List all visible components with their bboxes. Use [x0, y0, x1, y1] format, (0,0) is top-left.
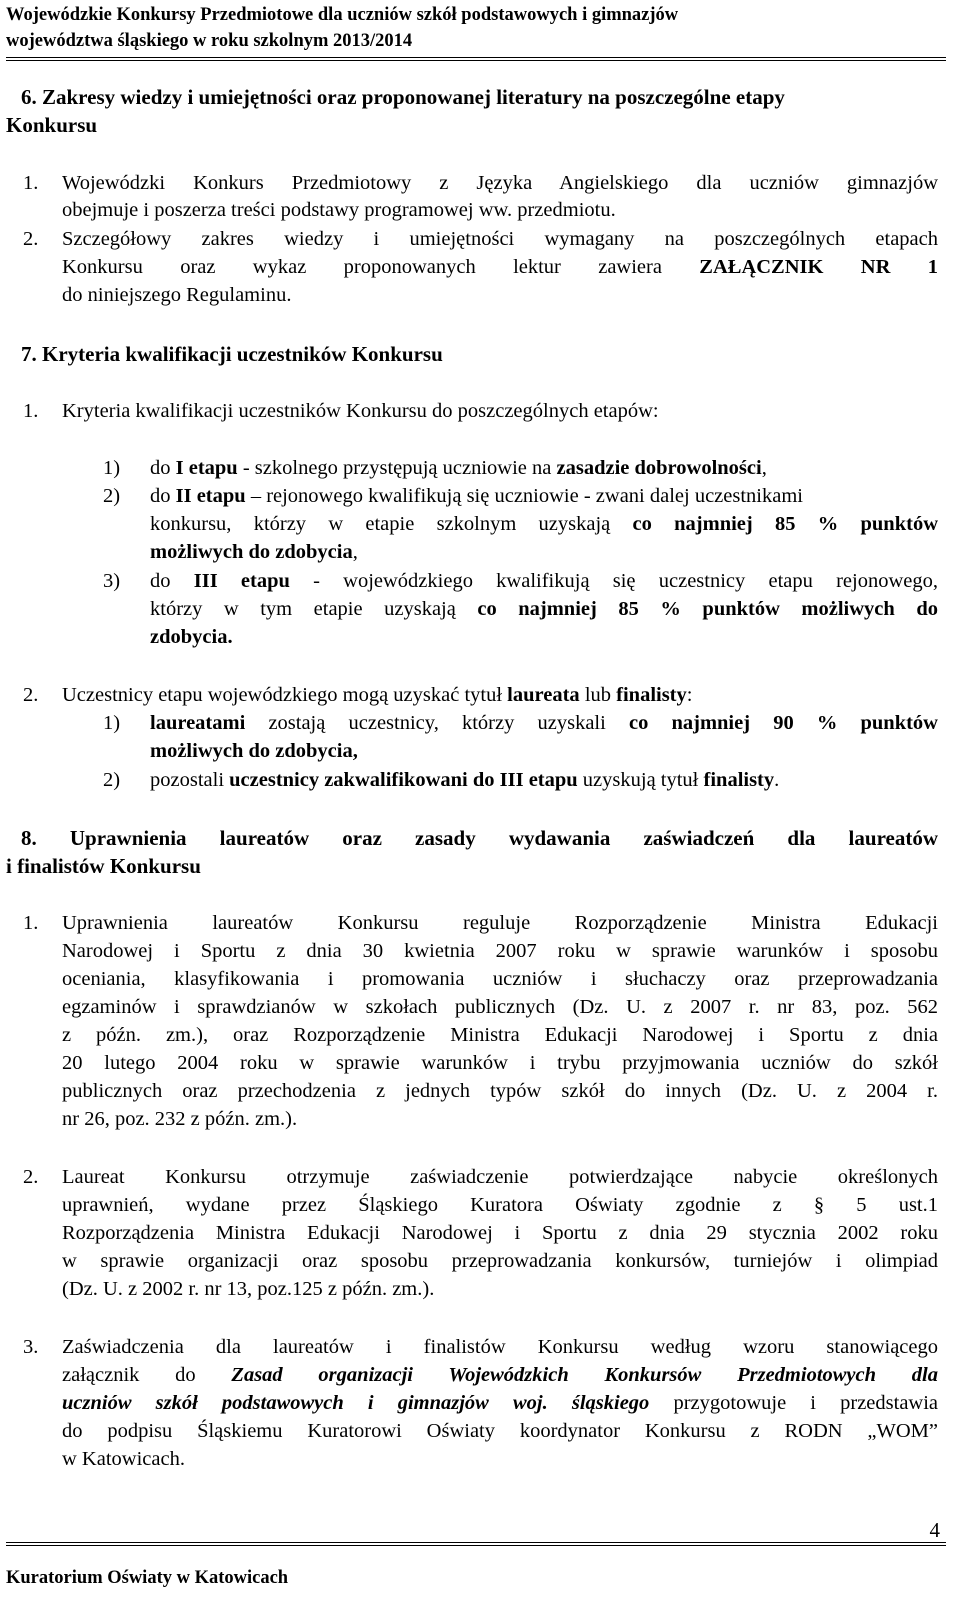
list-item-line: zdobycia.: [150, 626, 233, 648]
section-8-title: 8. Uprawnienia laureatów oraz zasady wydawania zaświadczeń dla laureatów: [21, 826, 938, 850]
header-line-2: województwa śląskiego w roku szkolnym 2013/2014: [6, 31, 413, 51]
paragraph-line: Kryteria kwalifikacji uczestników Konkursu do poszczególnych etapów:: [62, 400, 659, 422]
paragraph-line: nr 26, poz. 232 z późn. zm.).: [62, 1108, 298, 1130]
list-item: pozostali uczestnicy zakwalifikowani do III etapu uzyskują tytuł finalisty.: [150, 769, 780, 791]
list-number: 1): [103, 457, 121, 479]
header-rule: [6, 57, 946, 58]
list-item: do III etapu - wojewódzkiego kwalifikują się uczestnicy etapu rejonowego,: [150, 570, 939, 592]
paragraph-line: Konkursu oraz wykaz proponowanych lektur zawiera ZAŁĄCZNIK NR 1: [62, 256, 938, 278]
paragraph-line: Szczegółowy zakres wiedzy i umiejętności wymagany na poszczególnych etapach: [62, 228, 938, 250]
list-item-line: możliwych do zdobycia,: [150, 541, 358, 563]
list-number: 2.: [23, 1166, 39, 1188]
list-number: 2): [103, 485, 121, 507]
list-item-line: konkursu, którzy w etapie szkolnym uzyskają co najmniej 85 % punktów: [150, 513, 938, 535]
list-number: 2.: [23, 684, 39, 706]
paragraph-line: uczniów szkół podstawowych i gimnazjów woj. śląskiego przygotowuje i przedstawia: [62, 1392, 939, 1414]
header-rule-double: [6, 60, 946, 61]
list-item-line: możliwych do zdobycia,: [150, 740, 358, 762]
list-item-line: którzy w tym etapie uzyskają co najmniej 85 % punktów możliwych do: [150, 598, 938, 620]
paragraph-line: uprawnień, wydane przez Śląskiego Kuratora Oświaty zgodnie z § 5 ust.1: [62, 1194, 938, 1216]
section-6-title-cont: Konkursu: [6, 113, 98, 137]
attachment-reference: ZAŁĄCZNIK NR 1: [699, 256, 938, 278]
list-number: 1): [103, 712, 121, 734]
paragraph-line: (Dz. U. z 2002 r. nr 13, poz.125 z późn. zm.).: [62, 1278, 435, 1300]
footer-rule: [6, 1542, 946, 1543]
paragraph-line: Rozporządzenia Ministra Edukacji Narodowej i Sportu z dnia 29 stycznia 2002 roku: [62, 1222, 938, 1244]
paragraph-line: z późn. zm.), oraz Rozporządzenie Ministra Edukacji Narodowej i Sportu z dnia: [62, 1024, 938, 1046]
list-item: do II etapu – rejonowego kwalifikują się uczniowie - zwani dalej uczestnikami: [150, 485, 803, 507]
list-item: do I etapu - szkolnego przystępują uczniowie na zasadzie dobrowolności,: [150, 457, 767, 479]
list-number: 1.: [23, 172, 39, 194]
paragraph-line: egzaminów i sprawdzianów w szkołach publicznych (Dz. U. z 2007 r. nr 83, poz. 562: [62, 996, 938, 1018]
footer-organization: Kuratorium Oświaty w Katowicach: [6, 1568, 289, 1588]
paragraph-line: oceniania, klasyfikowania i promowania uczniów i słuchaczy oraz przeprowadzania: [62, 968, 938, 990]
list-item: laureatami zostają uczestnicy, którzy uzyskali co najmniej 90 % punktów: [150, 712, 938, 734]
list-number: 3.: [23, 1336, 39, 1358]
list-number: 1.: [23, 400, 39, 422]
paragraph-line: 20 lutego 2004 roku w sprawie warunków i trybu przyjmowania uczniów do szkół: [62, 1052, 938, 1074]
paragraph-line: w Katowicach.: [62, 1448, 185, 1470]
paragraph-line: do podpisu Śląskiemu Kuratorowi Oświaty koordynator Konkursu z RODN „WOM”: [62, 1420, 938, 1442]
paragraph-line: Laureat Konkursu otrzymuje zaświadczenie potwierdzające nabycie określonych: [62, 1166, 938, 1188]
list-number: 3): [103, 570, 121, 592]
paragraph-line: Uczestnicy etapu wojewódzkiego mogą uzyskać tytuł laureata lub finalisty:: [62, 684, 693, 706]
paragraph-line: w sprawie organizacji oraz sposobu przeprowadzania konkursów, turniejów i olimpiad: [62, 1250, 938, 1272]
list-number: 2): [103, 769, 121, 791]
page-number: 4: [929, 1518, 940, 1542]
section-7-title: 7. Kryteria kwalifikacji uczestników Konkursu: [21, 342, 443, 366]
running-header: [6, 2, 678, 54]
paragraph-line: Zaświadczenia dla laureatów i finalistów Konkursu według wzoru stanowiącego: [62, 1336, 938, 1358]
paragraph-line: do niniejszego Regulaminu.: [62, 284, 292, 306]
header-line-1: Wojewódzkie Konkursy Przedmiotowe dla uczniów szkół podstawowych i gimnazjów: [6, 5, 679, 25]
section-8-title-cont: i finalistów Konkursu: [6, 854, 201, 878]
paragraph-line: obejmuje i poszerza treści podstawy programowej ww. przedmiotu.: [62, 199, 616, 221]
paragraph-line: Uprawnienia laureatów Konkursu reguluje Rozporządzenie Ministra Edukacji: [62, 912, 938, 934]
list-number: 2.: [23, 228, 39, 250]
list-number: 1.: [23, 912, 39, 934]
paragraph-line: załącznik do Zasad organizacji Wojewódzkich Konkursów Przedmiotowych dla: [62, 1364, 938, 1386]
paragraph-line: Narodowej i Sportu z dnia 30 kwietnia 2007 roku w sprawie warunków i sposobu: [62, 940, 938, 962]
footer-rule-double: [6, 1545, 946, 1546]
paragraph-line: publicznych oraz przechodzenia z jednych typów szkół do innych (Dz. U. z 2004 r.: [62, 1080, 938, 1102]
section-6-title: 6. Zakresy wiedzy i umiejętności oraz proponowanej literatury na poszczególne etapy: [21, 85, 785, 109]
paragraph-line: Wojewódzki Konkurs Przedmiotowy z Języka Angielskiego dla uczniów gimnazjów: [62, 172, 938, 194]
